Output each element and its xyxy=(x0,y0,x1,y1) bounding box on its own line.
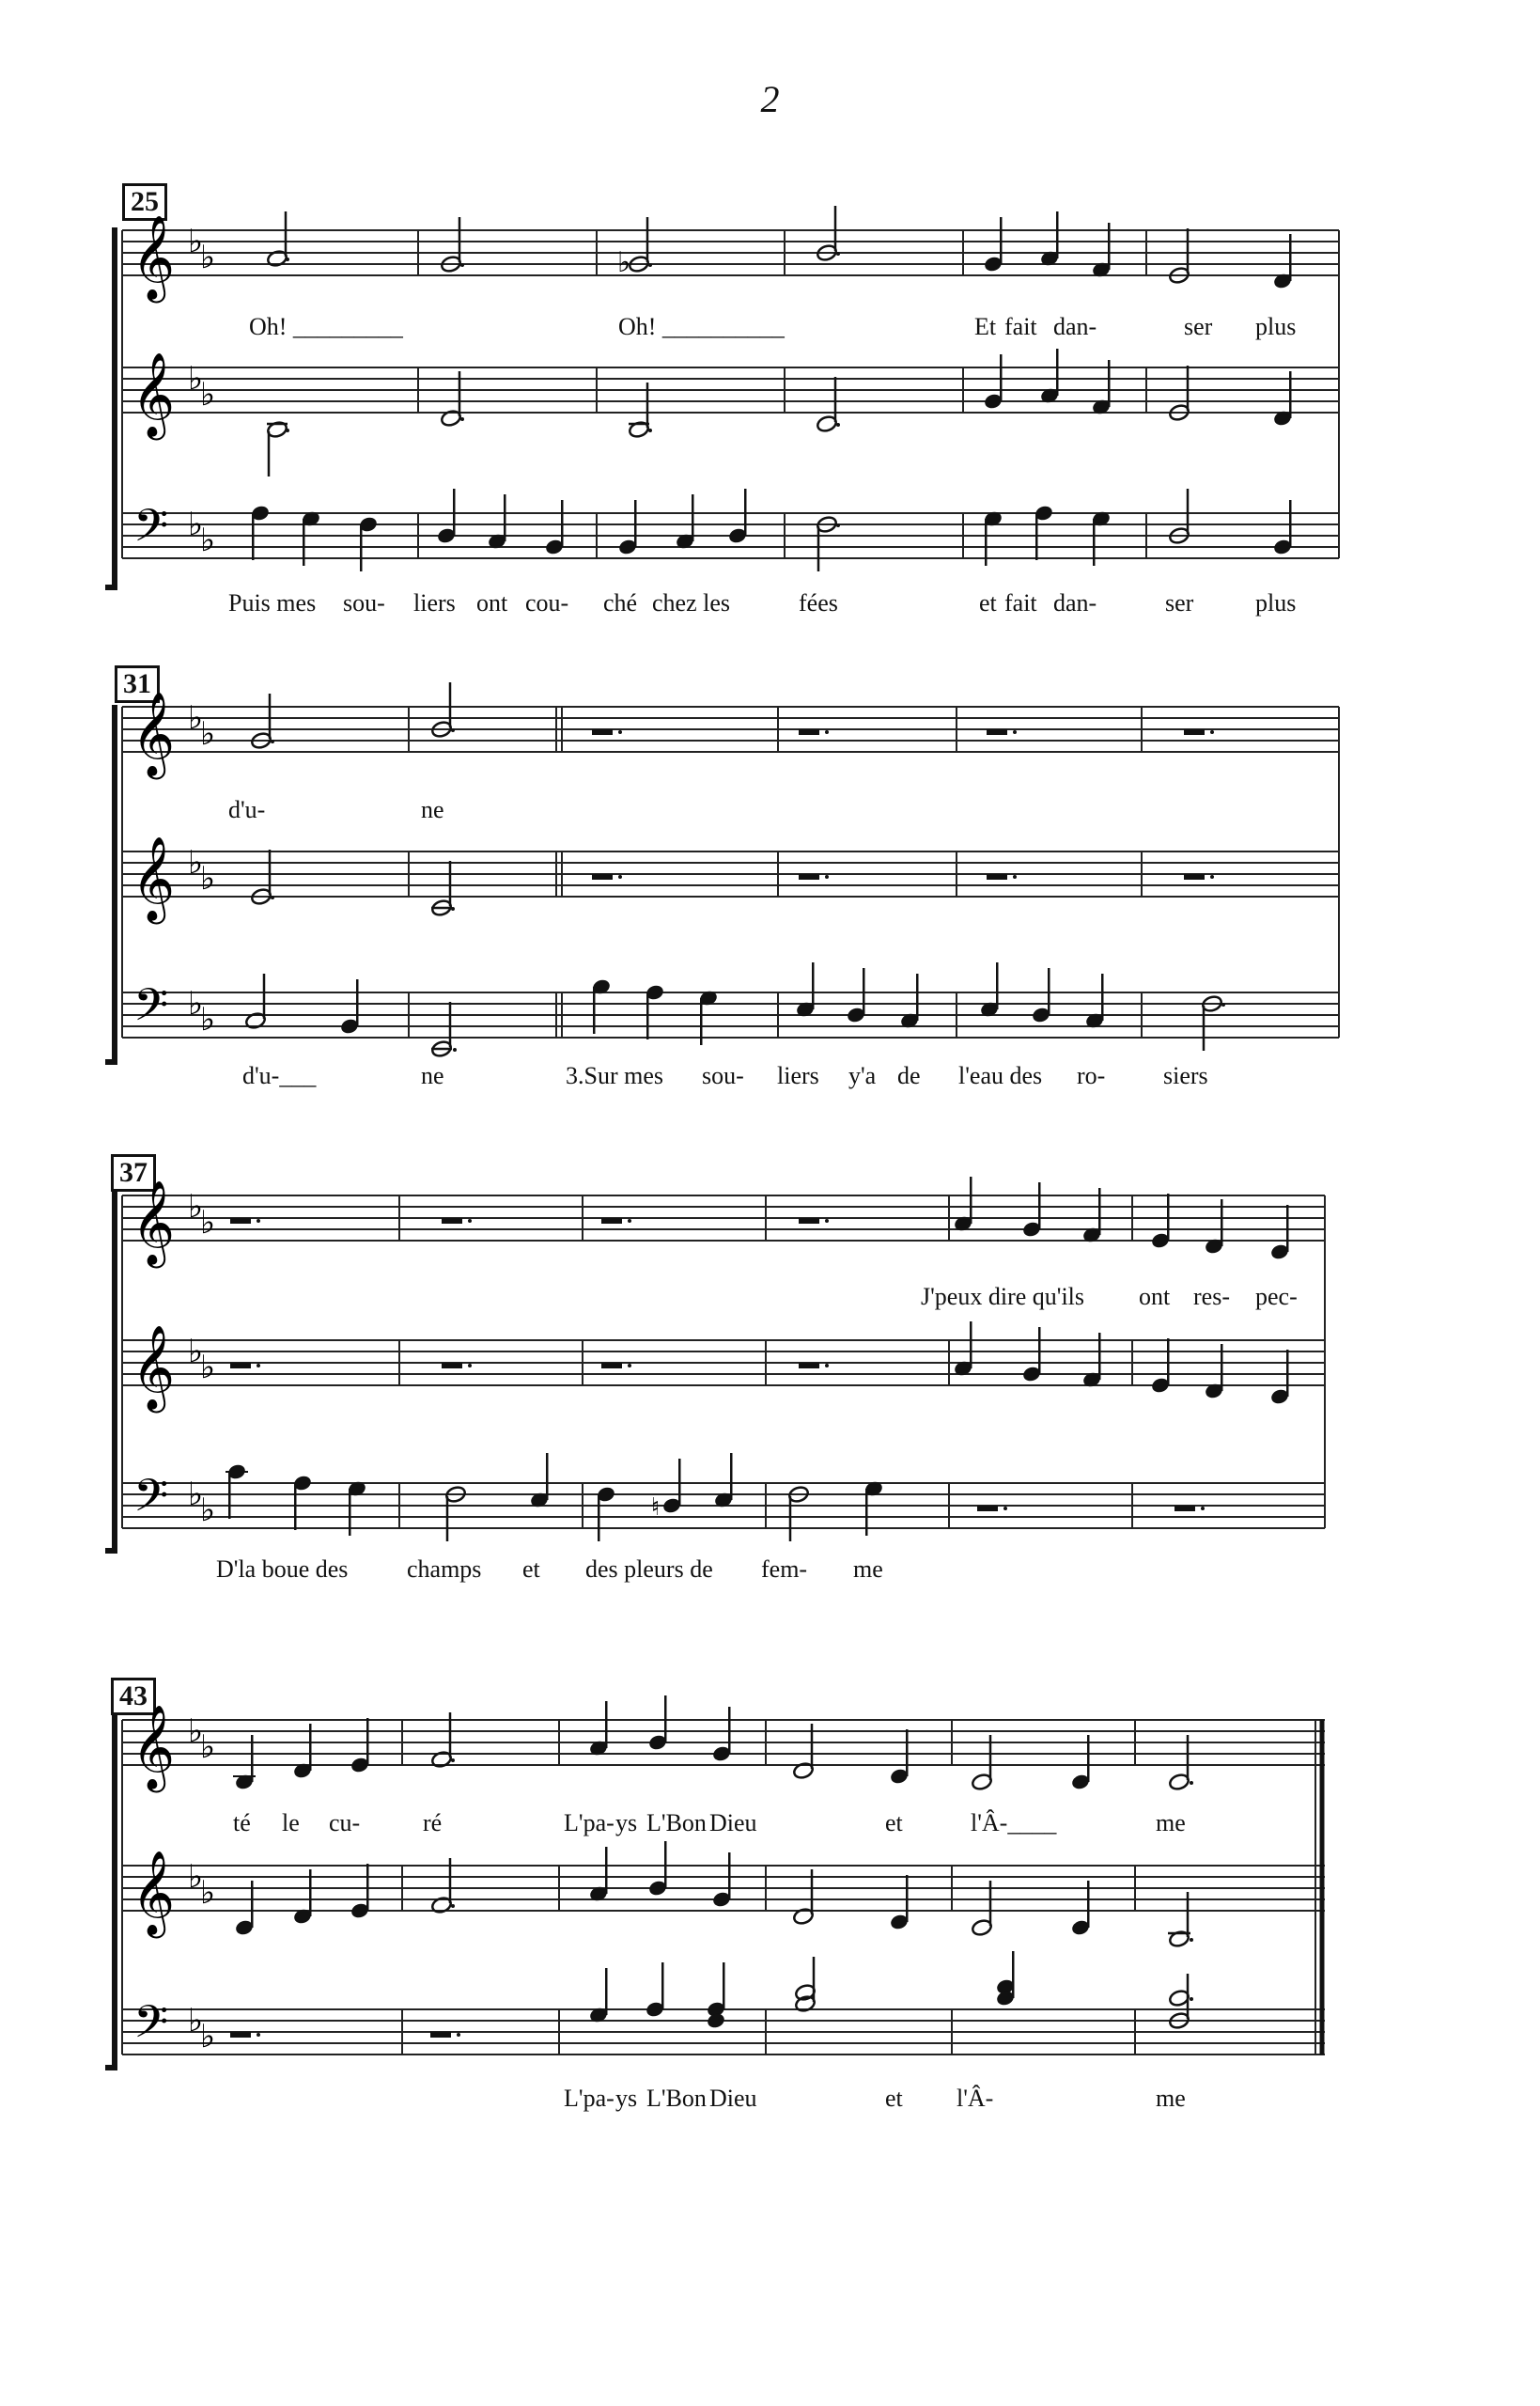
treble-clef-icon: 𝄞 xyxy=(132,1181,176,1263)
lyric: ys xyxy=(615,1809,638,1836)
lyric: fem- xyxy=(761,1555,808,1583)
svg-text:♭: ♭ xyxy=(188,1860,204,1895)
lyric: l'eau des xyxy=(958,1062,1043,1089)
svg-text:♭: ♭ xyxy=(200,862,216,897)
svg-text:♭: ♭ xyxy=(200,1493,216,1528)
bass-clef-icon: 𝄢 xyxy=(133,501,169,562)
lyric: cou- xyxy=(525,589,569,617)
svg-text:♭: ♭ xyxy=(188,1477,204,1512)
svg-text:♭: ♭ xyxy=(188,508,204,542)
lyric: et xyxy=(885,1809,903,1836)
lyric: té xyxy=(233,1809,251,1836)
svg-text:♭: ♭ xyxy=(200,2020,216,2054)
measure-number-37: 37 xyxy=(111,1154,156,1192)
svg-text:♭: ♭ xyxy=(188,2004,204,2039)
bass-clef-icon: 𝄢 xyxy=(133,980,169,1041)
measure-number-43: 43 xyxy=(111,1678,156,1715)
measure-number-25: 25 xyxy=(122,183,167,221)
lyric: Puis mes xyxy=(228,589,317,617)
lyric: de xyxy=(897,1062,921,1089)
staff-treble-1 xyxy=(122,230,1339,275)
lyric: ser xyxy=(1165,589,1194,617)
bass-clef-icon: 𝄢 xyxy=(133,1471,169,1532)
lyric: liers xyxy=(413,589,456,617)
svg-text:♭: ♭ xyxy=(188,1714,204,1749)
treble-clef-icon: 𝄞 xyxy=(132,693,176,774)
lyric: me xyxy=(1156,1809,1186,1836)
lyric: D'la boue des xyxy=(216,1555,349,1583)
lyric: l'Â- xyxy=(957,2085,994,2112)
lyric: L'Bon xyxy=(646,1809,707,1836)
lyric: res- xyxy=(1193,1283,1230,1310)
lyric: champs xyxy=(407,1555,482,1583)
lyric: l'Â-____ xyxy=(971,1809,1057,1836)
lyric: me xyxy=(853,1555,883,1583)
staff-bass-1 xyxy=(122,513,1339,558)
lyric: sou- xyxy=(702,1062,744,1089)
lyric: ro- xyxy=(1077,1062,1106,1089)
lyric: Oh! _________ xyxy=(249,313,403,340)
lyric: plus xyxy=(1255,313,1297,340)
lyric: et xyxy=(522,1555,540,1583)
svg-text:♭: ♭ xyxy=(188,1190,204,1225)
lyric: et xyxy=(885,2085,903,2112)
treble-clef-icon: 𝄞 xyxy=(132,1326,176,1408)
lyric: dan- xyxy=(1053,313,1097,340)
svg-text:♭: ♭ xyxy=(188,701,204,736)
svg-text:♭: ♭ xyxy=(200,241,216,275)
page-number: 2 xyxy=(760,78,780,120)
svg-text:♭: ♭ xyxy=(188,362,204,397)
lyric: Dieu xyxy=(709,2085,757,2112)
lyric: y'a xyxy=(848,1062,877,1089)
lyric: ser xyxy=(1184,313,1213,340)
treble-clef-icon: 𝄞 xyxy=(132,837,176,919)
lyric: dan- xyxy=(1053,589,1097,617)
lyric: cu- xyxy=(329,1809,361,1836)
svg-text:♭: ♭ xyxy=(200,1003,216,1038)
lyric: Dieu xyxy=(709,1809,757,1836)
lyric: ne xyxy=(421,796,444,823)
lyric: ché xyxy=(603,589,638,617)
treble-clef-icon: 𝄞 xyxy=(132,1851,176,1933)
lyric: ne xyxy=(421,1062,444,1089)
svg-text:♭: ♭ xyxy=(200,378,216,413)
lyric: Et xyxy=(974,313,997,340)
measure-number-31: 31 xyxy=(115,665,160,703)
lyric: liers xyxy=(777,1062,819,1089)
lyric: Oh! __________ xyxy=(618,313,785,340)
lyric: ont xyxy=(1139,1283,1171,1310)
lyric: L'Bon xyxy=(646,2085,707,2112)
lyric: fait xyxy=(1004,589,1037,617)
lyric: fées xyxy=(799,589,838,617)
svg-text:♭: ♭ xyxy=(188,846,204,881)
lyric: chez les xyxy=(652,589,731,617)
lyric: sou- xyxy=(343,589,385,617)
lyric: L'pa- xyxy=(564,1809,614,1836)
lyric: ys xyxy=(615,2085,638,2112)
svg-text:♭: ♭ xyxy=(200,523,216,558)
svg-text:♭: ♭ xyxy=(200,717,216,752)
svg-text:♭: ♭ xyxy=(617,247,631,278)
lyric: des pleurs de xyxy=(585,1555,713,1583)
svg-text:♮: ♮ xyxy=(651,1493,661,1521)
lyric: ont xyxy=(476,589,508,617)
lyric: J'peux dire qu'ils xyxy=(921,1283,1085,1310)
lyric: plus xyxy=(1255,589,1297,617)
lyric: L'pa- xyxy=(564,2085,614,2112)
svg-text:♭: ♭ xyxy=(188,1335,204,1369)
svg-text:♭: ♭ xyxy=(200,1351,216,1385)
bass-clef-icon: 𝄢 xyxy=(133,1997,169,2058)
lyric: fait xyxy=(1004,313,1037,340)
lyric: d'u-___ xyxy=(242,1062,317,1089)
svg-text:♭: ♭ xyxy=(188,225,204,259)
treble-clef-icon: 𝄞 xyxy=(132,353,176,435)
lyric: ré xyxy=(423,1809,443,1836)
svg-text:♭: ♭ xyxy=(200,1730,216,1765)
treble-clef-icon: 𝄞 xyxy=(132,216,176,298)
lyric: d'u- xyxy=(228,796,266,823)
svg-text:♭: ♭ xyxy=(200,1206,216,1241)
lyric: et xyxy=(979,589,997,617)
staff-treble-2 xyxy=(122,367,1339,413)
lyric: 3.Sur mes xyxy=(566,1062,663,1089)
lyric: siers xyxy=(1163,1062,1208,1089)
lyric: le xyxy=(282,1809,300,1836)
lyric: me xyxy=(1156,2085,1186,2112)
svg-text:♭: ♭ xyxy=(188,987,204,1022)
lyric: pec- xyxy=(1255,1283,1298,1310)
svg-text:♭: ♭ xyxy=(200,1876,216,1911)
treble-clef-icon: 𝄞 xyxy=(132,1706,176,1788)
